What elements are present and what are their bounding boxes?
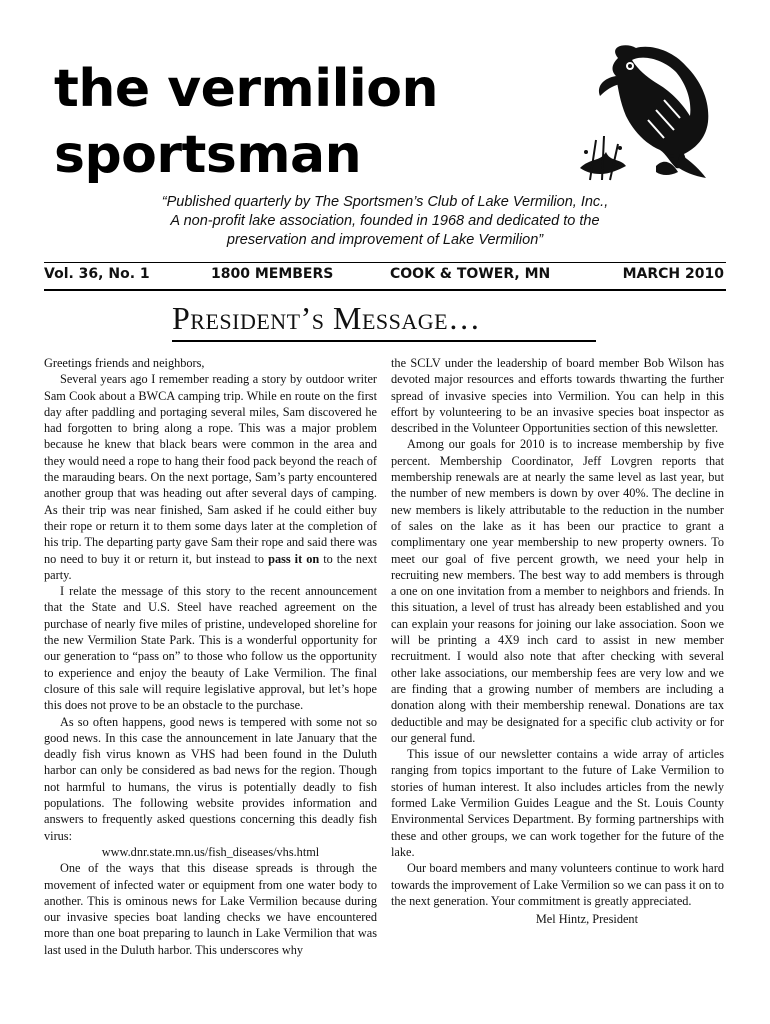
author-signature: Mel Hintz, President	[535, 912, 638, 927]
issue-info-bar	[44, 264, 726, 284]
masthead-tagline	[130, 193, 640, 250]
emphasis-text: pass it on	[268, 551, 320, 566]
article-column-right	[391, 355, 724, 927]
title-line-1: the vermilion	[54, 59, 438, 119]
issue-location: COOK & TOWER, MN	[390, 266, 551, 282]
article-column-left	[44, 355, 377, 958]
article-paragraph: As so often happens, good news is tempered with some not so good news. In this case the announcement in late January that the deadly fish virus known as VHS had been found in the Duluth harbor can only be considered as bad news for the region. Though not harmful to humans, the virus is potentially deadly to fish populations. The following website provides information and answers to frequently asked questions concerning this deadly fish virus:	[44, 714, 377, 843]
tagline-line-1: “Published quarterly by The Sportsmen’s Club of Lake Vermilion, Inc.,	[161, 194, 609, 210]
article-paragraph: Among our goals for 2010 is to increase membership by five percent. Membership Coordinator, Jeff Lovgren reports that membership renewals are at nearly the same level as last year, but the number of new members is down by over 40%. The decline in new members is likely attributable to the reduction in the number of sales on the lake as it has been our practice to grant a complimentary one year membership to new property owners. To meet our goal of five percent growth, we need your help in recruiting new members. The best way to add members is through a one on one invitation from a member to neighbors and friends. In this situation, a level of trust has already been established and you can explain your reasons for joining our lake association. Soon we will be printing a 4X9 inch card to assist in new member recruitment. I would also note that after checking with several other lake associations, our membership fees are very low and we are finding that a growing number of members are including a donation along with their membership renewal. Donations are tax deductible and may be designated for a specific club activity or for our general fund.	[391, 437, 724, 745]
newsletter-title	[54, 56, 574, 188]
masthead-top-rule	[44, 262, 726, 263]
website-url[interactable]: www.dnr.state.mn.us/fish_diseases/vhs.html	[101, 844, 320, 859]
masthead-bottom-rule	[44, 289, 726, 291]
article-paragraph: I relate the message of this story to the recent announcement that the State and U.S. Steel have reached agreement on the purchase of nearly five miles of pristine, undeveloped shoreline for the new Vermilion State Park. This is a wonderful opportunity for our generation to “pass on” to those who follow us the opportunity to experience and enjoy the beauty of Lake Vermilion. The final closure of this sale will require legislative approval, but let’s hope this does not prove to be an obstacle to the purchase.	[44, 584, 377, 713]
article-paragraph: One of the ways that this disease spreads is through the movement of infected water or equipment from one water body to another. This is ominous news for Lake Vermilion because during our invasive species boat landing checks we have encountered more than one boat preparing to launch in Lake Vermilion that was last used in the Duluth harbor. This underscores why	[44, 861, 377, 957]
article-paragraph-continued: the SCLV under the leadership of board member Bob Wilson has devoted major resources and efforts towards thwarting the further spread of invasive species into Vermilion. You can help in this effort by volunteering to be an invasive species boat inspector as described in the Volunteer Opportunities section of this newsletter.	[391, 356, 724, 436]
article-paragraph: Several years ago I remember reading a story by outdoor writer Sam Cook about a BWCA camping trip. While en route on the first day after paddling and portaging several miles, Sam discovered he had forgotten to bring along a rope. This was a major problem because he knew that black bears were common in the area and they would need a rope to hang their food pack beyond the reach of the marauding bears. On the next portage, Sam’s party encountered another group that was heading out after several days of camping. As their trip was near finished, Sam asked if he could either buy their rope or return it to them some days later at the completion of his trip. The departing party gave Sam their rope and said there was no need to buy it or return it, but instead to pass it on to the next party.	[44, 372, 377, 582]
article-paragraph: Our board members and many volunteers continue to work hard towards the improvement of Lake Vermilion so we can pass it on to the next generation. Your commitment is greatly appreciated.	[391, 861, 724, 908]
issue-volume: Vol. 36, No. 1	[44, 266, 150, 282]
article-greeting: Greetings friends and neighbors,	[44, 356, 205, 370]
tagline-line-2: A non-profit lake association, founded in 1968 and dedicated to the	[170, 213, 600, 229]
headline-underline	[172, 340, 596, 342]
tagline-line-3: preservation and improvement of Lake Vermilion”	[226, 232, 544, 248]
issue-date: MARCH 2010	[622, 266, 724, 282]
article-headline: President’s Message…	[172, 300, 481, 336]
member-count: 1800 MEMBERS	[211, 266, 334, 282]
title-line-2: sportsman	[54, 125, 362, 185]
bass-fish-icon	[560, 40, 725, 185]
article-paragraph: This issue of our newsletter contains a wide array of articles ranging from topics important to the future of Lake Vermilion to stories of human interest. It also includes articles from the newly formed Lake Vermilion Guides League and the St. Louis County Environmental Services Department. By forming partnerships with these and other groups, we can work together for the future of the lake.	[391, 747, 724, 859]
